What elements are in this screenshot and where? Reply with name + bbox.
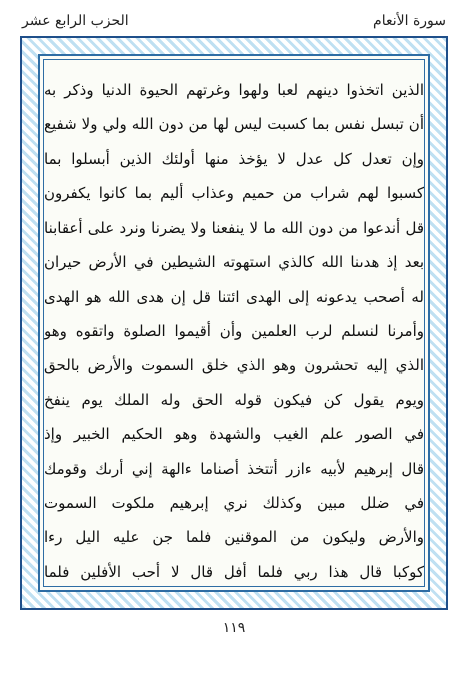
text-line: الذين اتخذوا دينهم لعبا ولهوا وغرتهم الحيوة الدنيا وذكر به: [44, 81, 424, 99]
text-line: ويوم يقول كن فيكون قوله الحق وله الملك يوم ينفخ: [44, 390, 424, 409]
text-line: وأمرنا لنسلم لرب العلمين وأن أقيموا الصلوة واتقوه وهو: [44, 321, 424, 340]
text-line: الذي إليه تحشرون وهو الذي خلق السموت والأرض بالحق: [44, 356, 424, 375]
text-line: بعد إذ هدىنا الله كالذي استهوته الشيطين في الأرض حيران: [44, 253, 424, 272]
text-line: والأرض وليكون من الموقنين فلما جن عليه اليل رءا: [44, 528, 424, 547]
quran-text-block: [44, 76, 424, 586]
text-line: له أصحب يدعونه إلى الهدى ائتنا قل إن هدى الله هو الهدى: [44, 287, 424, 306]
text-line: في ضلل مبين وكذلك نري إبرهيم ملكوت السموت: [44, 494, 424, 513]
text-line: في الصور علم الغيب والشهدة وهو الحكيم الخبير وإذ: [44, 425, 424, 444]
text-line: وإن تعدل كل عدل لا يؤخذ منها أولئك الذين أبسلوا بما: [44, 149, 424, 168]
surah-name: سورة الأنعام: [373, 13, 446, 29]
page-header: [22, 8, 446, 34]
text-line: أن تبسل نفس بما كسبت ليس لها من دون الله ولي ولا شفيع: [44, 115, 424, 134]
text-line: كسبوا لهم شراب من حميم وعذاب أليم بما كانوا يكفرون: [44, 184, 424, 203]
text-line: قل أندعوا من دون الله ما لا ينفعنا ولا يضرنا ونرد على أعقابنا: [44, 218, 424, 237]
hizb-name: الحزب الرابع عشر: [22, 13, 129, 29]
text-line: كوكبا قال هذا ربي فلما أفل قال لا أحب الأفلين فلما: [44, 562, 424, 581]
page-number: ١١٩: [222, 620, 246, 636]
text-line: قال إبرهيم لأبيه ءازر أتتخذ أصناما ءالهة إني أرىك وقومك: [44, 459, 424, 478]
